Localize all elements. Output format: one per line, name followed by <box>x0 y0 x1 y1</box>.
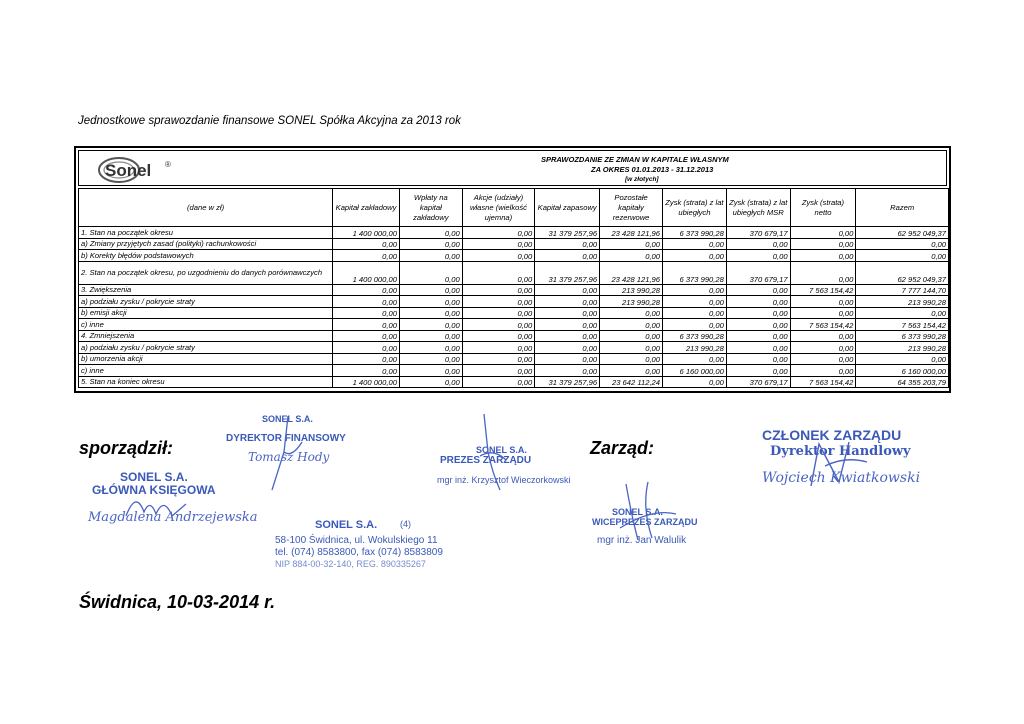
row-value: 0,00 <box>790 365 856 377</box>
row-label: c) inne <box>79 319 333 331</box>
row-value: 1 400 000,00 <box>333 376 400 388</box>
row-label: a) podziału zysku / pokrycie straty <box>79 342 333 354</box>
row-value: 0,00 <box>600 330 663 342</box>
row-value: 0,00 <box>399 376 462 388</box>
row-label: a) Zmiany przyjętych zasad (polityki) rachunkowości <box>79 238 333 250</box>
row-value: 213 990,28 <box>663 342 727 354</box>
signature-wiceprezes <box>612 478 682 548</box>
stamp-wiceprezes-title: WICEPREZES ZARZĄDU <box>592 517 698 527</box>
row-label: b) emisji akcji <box>79 307 333 319</box>
row-value: 0,00 <box>399 284 462 296</box>
row-value: 6 373 990,28 <box>663 330 727 342</box>
row-value: 0,00 <box>462 227 535 239</box>
row-value: 0,00 <box>663 238 727 250</box>
stamp-prezes-company: SONEL S.A. <box>476 445 527 455</box>
signature-czlonek <box>805 436 875 496</box>
statement-table-frame <box>74 146 951 393</box>
row-value: 7 563 154,42 <box>790 284 856 296</box>
row-value: 0,00 <box>790 342 856 354</box>
prepared-by-label: sporządził: <box>79 438 174 458</box>
row-value: 0,00 <box>462 365 535 377</box>
row-value: 0,00 <box>726 353 790 365</box>
row-value: 0,00 <box>726 307 790 319</box>
stamp-address-line3: NIP 884-00-32-140, REG. 890335267 <box>275 559 426 569</box>
row-value: 0,00 <box>663 284 727 296</box>
row-value: 23 428 121,96 <box>600 227 663 239</box>
row-value: 0,00 <box>663 307 727 319</box>
row-value: 0,00 <box>726 342 790 354</box>
row-value: 0,00 <box>333 296 400 308</box>
statement-title-block <box>541 155 729 185</box>
row-label: 2. Stan na początek okresu, po uzgodnieniu do danych porównawczych <box>79 261 333 284</box>
row-label: c) inne <box>79 365 333 377</box>
row-value: 0,00 <box>535 342 600 354</box>
statement-period: ZA OKRES 01.01.2013 - 31.12.2013 <box>591 165 714 174</box>
table-row <box>79 342 949 354</box>
signature-dyrektor-finansowy <box>262 412 312 492</box>
row-value: 6 373 990,28 <box>663 227 727 239</box>
row-value: 370 679,17 <box>726 261 790 284</box>
row-value: 0,00 <box>790 227 856 239</box>
signature-glowna-ksiegowa <box>122 486 192 526</box>
row-value: 370 679,17 <box>726 376 790 388</box>
row-value: 0,00 <box>333 238 400 250</box>
row-value: 0,00 <box>790 330 856 342</box>
row-value: 213 990,28 <box>856 296 949 308</box>
stamp-czlonek-subtitle: Dyrektor Handlowy <box>770 444 911 459</box>
board-label: Zarząd: <box>590 438 655 458</box>
row-value: 213 990,28 <box>600 284 663 296</box>
row-value: 0,00 <box>535 330 600 342</box>
row-value: 0,00 <box>535 353 600 365</box>
row-value: 0,00 <box>600 250 663 262</box>
row-value: 23 642 112,24 <box>600 376 663 388</box>
row-value: 0,00 <box>333 284 400 296</box>
row-value: 0,00 <box>462 261 535 284</box>
table-row <box>79 250 949 262</box>
row-value: 0,00 <box>726 250 790 262</box>
table-row <box>79 238 949 250</box>
row-value: 0,00 <box>726 319 790 331</box>
table-body <box>79 227 949 388</box>
row-value: 0,00 <box>333 307 400 319</box>
row-value: 0,00 <box>600 307 663 319</box>
table-row <box>79 353 949 365</box>
stamp-dyrektor-name: Tomasz Hody <box>248 450 330 464</box>
row-value: 0,00 <box>663 296 727 308</box>
row-label: a) podziału zysku / pokrycie straty <box>79 296 333 308</box>
row-label: 5. Stan na koniec okresu <box>79 376 333 388</box>
row-value: 0,00 <box>535 284 600 296</box>
logo-text: Sonel <box>105 161 152 180</box>
row-value: 0,00 <box>462 307 535 319</box>
row-value: 64 355 203,79 <box>856 376 949 388</box>
row-value: 370 679,17 <box>726 227 790 239</box>
row-value: 0,00 <box>399 238 462 250</box>
row-value: 0,00 <box>600 319 663 331</box>
row-value: 0,00 <box>462 284 535 296</box>
column-header: Zysk (strata) z lat ubiegłych <box>663 189 727 227</box>
row-label: 3. Zwiększenia <box>79 284 333 296</box>
row-value: 0,00 <box>726 238 790 250</box>
row-value: 0,00 <box>535 365 600 377</box>
row-value: 31 379 257,96 <box>535 227 600 239</box>
table-row <box>79 284 949 296</box>
row-value: 0,00 <box>535 250 600 262</box>
row-value: 0,00 <box>462 238 535 250</box>
table-row <box>79 319 949 331</box>
stamp-czlonek-name: Wojciech Kwiatkowski <box>762 470 921 486</box>
row-value: 0,00 <box>333 250 400 262</box>
row-label: b) umorzenia akcji <box>79 353 333 365</box>
row-value: 0,00 <box>333 330 400 342</box>
stamp-czlonek-title: CZŁONEK ZARZĄDU <box>762 427 902 443</box>
row-value: 7 563 154,42 <box>790 376 856 388</box>
stamp-ksiegowa-name: Magdalena Andrzejewska <box>88 510 258 525</box>
table-row <box>79 330 949 342</box>
row-value: 7 777 144,70 <box>856 284 949 296</box>
stamp-address-index: (4) <box>400 519 411 529</box>
row-value: 0,00 <box>790 261 856 284</box>
row-value: 0,00 <box>399 307 462 319</box>
stamp-wiceprezes-company: SONEL S.A. <box>612 507 663 517</box>
row-value: 0,00 <box>333 319 400 331</box>
row-value: 0,00 <box>399 261 462 284</box>
row-value: 0,00 <box>663 250 727 262</box>
row-value: 0,00 <box>663 376 727 388</box>
row-value: 0,00 <box>790 296 856 308</box>
table-row <box>79 296 949 308</box>
logo-mark: ® <box>165 160 171 169</box>
row-value: 0,00 <box>790 307 856 319</box>
row-value: 0,00 <box>535 307 600 319</box>
row-value: 31 379 257,96 <box>535 376 600 388</box>
column-header: Pozostałe kapitały rezerwowe <box>600 189 663 227</box>
row-value: 62 952 049,37 <box>856 227 949 239</box>
row-value: 213 990,28 <box>600 296 663 308</box>
stamp-ksiegowa-title: GŁÓWNA KSIĘGOWA <box>92 483 216 497</box>
row-label: 1. Stan na początek okresu <box>79 227 333 239</box>
row-value: 0,00 <box>726 296 790 308</box>
column-header: Zysk (strata) z lat ubiegłych MSR <box>726 189 790 227</box>
row-value: 0,00 <box>333 365 400 377</box>
stamp-address-line1: 58-100 Świdnica, ul. Wokulskiego 11 <box>275 535 438 546</box>
column-header: (dane w zł) <box>79 189 333 227</box>
table-row <box>79 261 949 284</box>
signature-prezes <box>470 412 520 492</box>
row-value: 6 373 990,28 <box>663 261 727 284</box>
row-value: 0,00 <box>600 353 663 365</box>
column-header: Zysk (strata) netto <box>790 189 856 227</box>
row-value: 6 160 000,00 <box>663 365 727 377</box>
row-value: 0,00 <box>462 330 535 342</box>
row-value: 0,00 <box>462 296 535 308</box>
sonel-logo <box>97 157 179 183</box>
stamp-wiceprezes-name: mgr inż. Jan Walulik <box>597 535 687 546</box>
stamp-address-line2: tel. (074) 8583800, fax (074) 8583809 <box>275 547 443 558</box>
row-value: 0,00 <box>600 342 663 354</box>
row-value: 7 563 154,42 <box>856 319 949 331</box>
statement-header-band <box>78 150 947 186</box>
table-row <box>79 376 949 388</box>
row-value: 0,00 <box>856 307 949 319</box>
stamp-ksiegowa-company: SONEL S.A. <box>120 470 188 484</box>
row-value: 62 952 049,37 <box>856 261 949 284</box>
stamp-prezes-name: mgr inż. Krzysztof Wieczorkowski <box>437 475 571 485</box>
row-value: 0,00 <box>399 353 462 365</box>
row-value: 0,00 <box>790 250 856 262</box>
row-value: 1 400 000,00 <box>333 261 400 284</box>
row-value: 7 563 154,42 <box>790 319 856 331</box>
row-value: 0,00 <box>535 296 600 308</box>
row-value: 0,00 <box>726 365 790 377</box>
table-row <box>79 227 949 239</box>
row-value: 0,00 <box>399 342 462 354</box>
table-header-row <box>79 189 949 227</box>
stamp-dyrektor-title: DYREKTOR FINANSOWY <box>226 433 346 444</box>
row-value: 0,00 <box>333 342 400 354</box>
row-value: 0,00 <box>856 353 949 365</box>
row-value: 0,00 <box>462 376 535 388</box>
document-header: Jednostkowe sprawozdanie finansowe SONEL Spółka Akcyjna za 2013 rok <box>78 115 461 127</box>
column-header: Kapitał zakładowy <box>333 189 400 227</box>
row-value: 0,00 <box>856 250 949 262</box>
row-value: 0,00 <box>535 238 600 250</box>
row-value: 6 373 990,28 <box>856 330 949 342</box>
statement-unit: [w złotych] <box>625 176 659 183</box>
row-value: 0,00 <box>333 353 400 365</box>
row-value: 6 160 000,00 <box>856 365 949 377</box>
row-value: 0,00 <box>663 353 727 365</box>
row-value: 0,00 <box>399 227 462 239</box>
row-value: 31 379 257,96 <box>535 261 600 284</box>
column-header: Kapitał zapasowy <box>535 189 600 227</box>
column-header: Wpłaty na kapitał zakładowy <box>399 189 462 227</box>
row-value: 0,00 <box>726 330 790 342</box>
row-value: 0,00 <box>462 250 535 262</box>
row-value: 0,00 <box>399 250 462 262</box>
table-row <box>79 365 949 377</box>
row-label: b) Korekty błędów podstawowych <box>79 250 333 262</box>
row-value: 0,00 <box>462 319 535 331</box>
row-value: 23 428 121,96 <box>600 261 663 284</box>
row-value: 213 990,28 <box>856 342 949 354</box>
stamp-dyrektor-company: SONEL S.A. <box>262 414 313 424</box>
place-and-date: Świdnica, 10-03-2014 r. <box>79 592 276 612</box>
table-row <box>79 307 949 319</box>
row-value: 1 400 000,00 <box>333 227 400 239</box>
row-value: 0,00 <box>535 319 600 331</box>
stamp-prezes-title: PREZES ZARZĄDU <box>440 455 532 466</box>
row-value: 0,00 <box>462 342 535 354</box>
equity-changes-table <box>78 188 949 388</box>
row-value: 0,00 <box>790 238 856 250</box>
column-header: Razem <box>856 189 949 227</box>
row-value: 0,00 <box>399 319 462 331</box>
row-value: 0,00 <box>726 284 790 296</box>
row-value: 0,00 <box>399 365 462 377</box>
row-value: 0,00 <box>600 238 663 250</box>
row-value: 0,00 <box>399 330 462 342</box>
statement-title: SPRAWOZDANIE ZE ZMIAN W KAPITALE WŁASNYM <box>541 155 729 164</box>
row-label: 4. Zmniejszenia <box>79 330 333 342</box>
row-value: 0,00 <box>663 319 727 331</box>
row-value: 0,00 <box>790 353 856 365</box>
row-value: 0,00 <box>399 296 462 308</box>
row-value: 0,00 <box>856 238 949 250</box>
row-value: 0,00 <box>462 353 535 365</box>
stamp-address-company: SONEL S.A. <box>315 519 378 531</box>
column-header: Akcje (udziały) własne (wielkość ujemna) <box>462 189 535 227</box>
row-value: 0,00 <box>600 365 663 377</box>
